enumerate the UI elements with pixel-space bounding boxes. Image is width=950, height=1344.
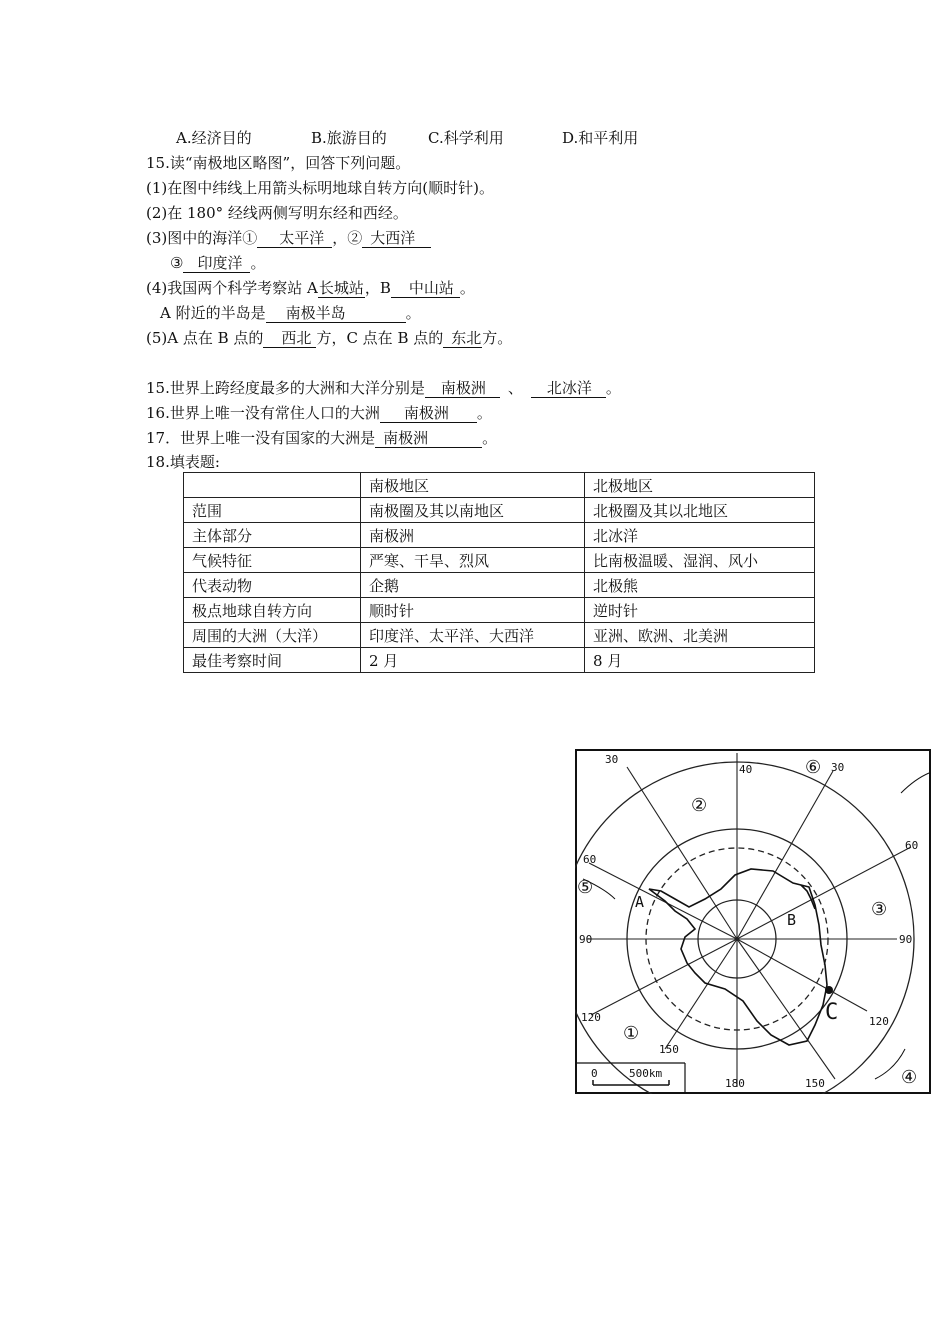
q15-part3-mid: ，② [332, 229, 363, 247]
q15-part3b-prefix: ③ [170, 254, 184, 272]
q15b [146, 378, 621, 398]
lon-label: 120 [581, 1011, 601, 1024]
lon-label: 40 [739, 763, 753, 776]
answer-most-longitude-ocean: 北冰洋 [531, 379, 606, 398]
table-cell: 极点地球自转方向 [184, 598, 361, 623]
answer-great-wall-station: 长城站 [318, 279, 364, 297]
table-cell: 顺时针 [361, 598, 585, 623]
q15-part5-prefix: (5)A 点在 B 点的 [146, 329, 264, 347]
q18-title: 18.填表题: [146, 453, 220, 471]
table-cell: 主体部分 [184, 523, 361, 548]
q15-part1 [146, 178, 494, 198]
table-cell: 逆时针 [585, 598, 815, 623]
lon-label: 150 [805, 1077, 825, 1090]
q15-part1-text: (1)在图中纬线上用箭头标明地球自转方向(顺时针) [146, 179, 479, 197]
comparison-table [183, 472, 815, 673]
ocean-label: ② [691, 795, 708, 816]
table-cell: 北极圈及其以北地区 [585, 498, 815, 523]
q15-part4b [160, 303, 421, 323]
q15-part4b-prefix: A 附近的半岛是 [160, 304, 266, 322]
table-cell: 南极圈及其以南地区 [361, 498, 585, 523]
answer-most-longitude-continent: 南极洲 [425, 379, 500, 398]
point-b-label: B [787, 911, 797, 929]
answer-pacific: 太平洋 [257, 229, 332, 248]
q15-part2: (2)在 180° 经线两侧写明东经和西经。 [146, 204, 408, 222]
ocean-label: ⑥ [805, 757, 822, 778]
ocean-label: ⑤ [577, 877, 594, 898]
ocean-label: ③ [871, 899, 888, 920]
table-cell: 严寒、干旱、烈风 [361, 548, 585, 573]
answer-no-country-continent: 南极洲 [375, 429, 482, 448]
table-row [184, 598, 815, 623]
option-b: B.旅游目的 [311, 129, 387, 147]
q16-end: 。 [476, 404, 492, 422]
answer-northeast: 东北 [443, 329, 482, 348]
table-cell: 北极熊 [585, 573, 815, 598]
q15-title: 15.读“南极地区略图”，回答下列问题。 [146, 154, 411, 172]
answer-indian: 印度洋 [183, 254, 250, 273]
lon-label: 90 [899, 933, 913, 946]
q15-part1-end: 。 [478, 179, 494, 197]
q15-part4b-end: 。 [405, 304, 421, 322]
q15-part4-prefix: (4)我国两个科学考察站 A [146, 279, 318, 297]
table-cell: 代表动物 [184, 573, 361, 598]
table-cell: 南极洲 [361, 523, 585, 548]
lon-label: 30 [831, 761, 845, 774]
options-row [176, 128, 638, 148]
answer-atlantic: 大西洋 [362, 229, 431, 248]
table-header-cell [184, 473, 361, 498]
table-cell: 企鹅 [361, 573, 585, 598]
lon-label: 120 [869, 1015, 889, 1028]
table-header-row [184, 473, 815, 498]
q15-part3-prefix: (3)图中的海洋① [146, 229, 258, 247]
q15b-prefix: 15.世界上跨经度最多的大洲和大洋分别是 [146, 379, 425, 397]
q15-part4 [146, 278, 475, 298]
q15-part5-mid: 方，C 点在 B 点的 [316, 329, 444, 347]
q15-part3b [170, 253, 265, 273]
q15-part4-end: 。 [459, 279, 475, 297]
ocean-label: ① [623, 1023, 640, 1044]
scale-label: 500km [629, 1067, 663, 1080]
table-header-cell: 南极地区 [361, 473, 585, 498]
ocean-label: ④ [901, 1067, 918, 1088]
answer-northwest: 西北 [263, 329, 316, 348]
lon-label: 150 [659, 1043, 679, 1056]
table-row [184, 548, 815, 573]
answer-antarctic-peninsula: 南极半岛 [266, 304, 406, 323]
answer-no-population-continent: 南极洲 [380, 404, 477, 423]
lon-label: 30 [605, 753, 619, 766]
table-row [184, 498, 815, 523]
q15b-mid: 、 [507, 379, 523, 397]
q15-part3 [146, 228, 431, 248]
table-row [184, 523, 815, 548]
table-row [184, 573, 815, 598]
table-header-cell: 北极地区 [585, 473, 815, 498]
q16 [146, 403, 492, 423]
point-c-label: C [825, 1000, 839, 1025]
option-d: D.和平利用 [562, 129, 639, 147]
table-cell: 最佳考察时间 [184, 648, 361, 673]
antarctic-map [575, 749, 931, 1094]
q15-part4-mid: ，B [364, 279, 391, 297]
scale-label: 0 [591, 1067, 598, 1080]
table-row [184, 623, 815, 648]
point-c-marker [825, 986, 833, 994]
table-cell: 印度洋、太平洋、大西洋 [361, 623, 585, 648]
q15-part5 [146, 328, 512, 348]
table-cell: 8 月 [585, 648, 815, 673]
answer-zhongshan-station: 中山站 [391, 279, 460, 298]
table-cell: 北冰洋 [585, 523, 815, 548]
lon-label: 90 [579, 933, 593, 946]
q17 [146, 428, 497, 448]
q17-end: 。 [482, 429, 498, 447]
table-cell: 范围 [184, 498, 361, 523]
q17-prefix: 17．世界上唯一没有国家的大洲是 [146, 429, 376, 447]
point-a-label: A [635, 893, 645, 911]
table-row [184, 648, 815, 673]
table-cell: 周围的大洲（大洋） [184, 623, 361, 648]
table-cell: 亚洲、欧洲、北美洲 [585, 623, 815, 648]
table-cell: 2 月 [361, 648, 585, 673]
q16-prefix: 16.世界上唯一没有常住人口的大洲 [146, 404, 380, 422]
q15b-end: 。 [605, 379, 621, 397]
q15-part5-end: 方。 [482, 329, 513, 347]
lon-label: 180 [725, 1077, 745, 1090]
q15-part3b-end: 。 [250, 254, 266, 272]
lon-label: 60 [583, 853, 597, 866]
lon-label: 60 [905, 839, 919, 852]
table-cell: 比南极温暖、湿润、风小 [585, 548, 815, 573]
table-cell: 气候特征 [184, 548, 361, 573]
option-a: A.经济目的 [176, 129, 252, 147]
option-c: C.科学利用 [428, 129, 504, 147]
